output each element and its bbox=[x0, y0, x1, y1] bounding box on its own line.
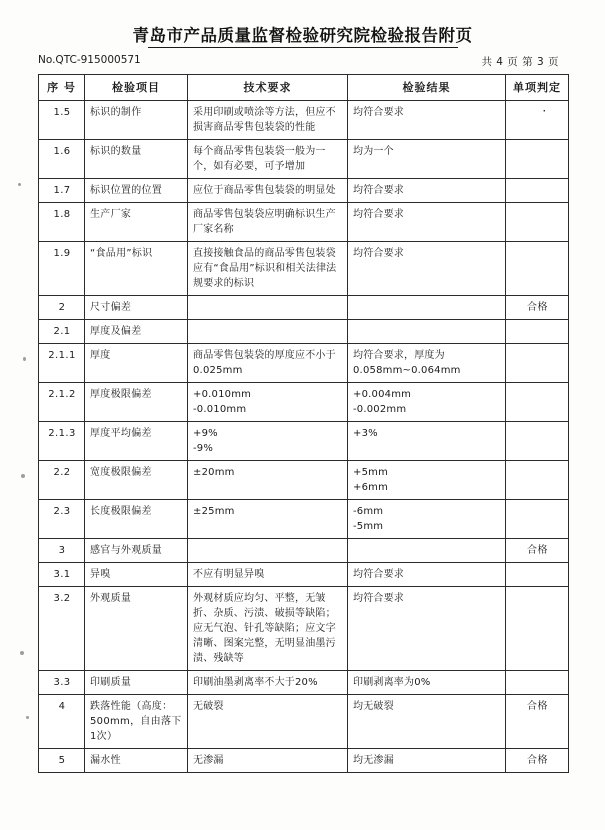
scan-speck bbox=[21, 474, 25, 478]
cell-inspection-item: 宽度极限偏差 bbox=[85, 461, 188, 500]
table-row bbox=[39, 296, 569, 320]
cell-inspection-result bbox=[348, 539, 506, 563]
table-row bbox=[39, 140, 569, 179]
cell-inspection-item: 跌落性能（高度：500mm，自由落下1次） bbox=[85, 695, 188, 749]
cell-inspection-result bbox=[348, 500, 506, 539]
table-row bbox=[39, 179, 569, 203]
cell-verdict: 合格 bbox=[506, 695, 569, 749]
requirement-line: ±25mm bbox=[193, 506, 235, 517]
cell-serial-number: 2.2 bbox=[39, 461, 85, 500]
cell-verdict: 合格 bbox=[506, 539, 569, 563]
cell-technical-requirement bbox=[188, 422, 348, 461]
cell-inspection-item: 异嗅 bbox=[85, 563, 188, 587]
requirement-line: -9% bbox=[193, 443, 214, 454]
verdict-dot-mark: · bbox=[542, 104, 547, 118]
cell-verdict bbox=[506, 320, 569, 344]
scan-speck bbox=[23, 357, 26, 361]
cell-technical-requirement: 不应有明显异嗅 bbox=[188, 563, 348, 587]
table-row bbox=[39, 101, 569, 140]
cell-technical-requirement bbox=[188, 500, 348, 539]
cell-inspection-result: 均无破裂 bbox=[348, 695, 506, 749]
column-header-requirement: 技术要求 bbox=[188, 75, 348, 101]
cell-inspection-result: 均符合要求 bbox=[348, 242, 506, 296]
cell-verdict bbox=[506, 140, 569, 179]
cell-technical-requirement: 每个商品零售包装袋一般为一个，如有必要，可予增加 bbox=[188, 140, 348, 179]
table-row bbox=[39, 320, 569, 344]
cell-technical-requirement: 无渗漏 bbox=[188, 749, 348, 773]
cell-verdict bbox=[506, 422, 569, 461]
cell-serial-number: 2.3 bbox=[39, 500, 85, 539]
cell-inspection-result: 均符合要求 bbox=[348, 563, 506, 587]
cell-verdict bbox=[506, 500, 569, 539]
requirement-line: +0.010mm bbox=[193, 389, 252, 400]
requirement-line: +9% bbox=[193, 428, 218, 439]
cell-verdict bbox=[506, 203, 569, 242]
table-row bbox=[39, 383, 569, 422]
cell-technical-requirement: 无破裂 bbox=[188, 695, 348, 749]
cell-inspection-result: 均符合要求 bbox=[348, 101, 506, 140]
result-line: +0.004mm bbox=[353, 389, 412, 400]
requirement-line: ±20mm bbox=[193, 467, 235, 478]
result-line: +5mm bbox=[353, 467, 389, 478]
cell-serial-number: 2.1.3 bbox=[39, 422, 85, 461]
cell-inspection-item: 标识的数量 bbox=[85, 140, 188, 179]
cell-verdict: 合格 bbox=[506, 296, 569, 320]
cell-verdict bbox=[506, 344, 569, 383]
cell-inspection-result: 均为一个 bbox=[348, 140, 506, 179]
title-underline bbox=[148, 47, 458, 48]
scan-speck bbox=[20, 651, 24, 655]
table-row bbox=[39, 461, 569, 500]
cell-verdict bbox=[506, 563, 569, 587]
cell-technical-requirement bbox=[188, 296, 348, 320]
page-title: 青岛市产品质量监督检验研究院检验报告附页 bbox=[132, 26, 473, 45]
table-row bbox=[39, 671, 569, 695]
cell-inspection-result: 均无渗漏 bbox=[348, 749, 506, 773]
cell-inspection-result bbox=[348, 422, 506, 461]
table-row bbox=[39, 539, 569, 563]
cell-serial-number: 3.1 bbox=[39, 563, 85, 587]
cell-inspection-result: 均符合要求 bbox=[348, 179, 506, 203]
cell-serial-number: 3.3 bbox=[39, 671, 85, 695]
cell-serial-number: 3.2 bbox=[39, 587, 85, 671]
cell-serial-number: 2.1 bbox=[39, 320, 85, 344]
cell-inspection-item: 长度极限偏差 bbox=[85, 500, 188, 539]
cell-inspection-item: 厚度平均偏差 bbox=[85, 422, 188, 461]
report-number: No.QTC-915000571 bbox=[38, 54, 141, 66]
column-header-verdict: 单项判定 bbox=[506, 75, 569, 101]
cell-inspection-result: 均符合要求 bbox=[348, 203, 506, 242]
cell-serial-number: 2.1.1 bbox=[39, 344, 85, 383]
result-line: -5mm bbox=[353, 521, 384, 532]
cell-serial-number: 1.5 bbox=[39, 101, 85, 140]
cell-technical-requirement: 直接接触食品的商品零售包装袋应有“食品用”标识和相关法律法规要求的标识 bbox=[188, 242, 348, 296]
table-row bbox=[39, 500, 569, 539]
cell-technical-requirement: 外观材质应均匀、平整，无皱折、杂质、污渍、破损等缺陷；应无气泡、针孔等缺陷；应文字清晰、图案完整，无明显油墨污渍、残缺等 bbox=[188, 587, 348, 671]
cell-technical-requirement: 采用印刷或喷涂等方法，但应不损害商品零售包装袋的性能 bbox=[188, 101, 348, 140]
cell-technical-requirement bbox=[188, 461, 348, 500]
cell-serial-number: 3 bbox=[39, 539, 85, 563]
cell-inspection-item: 漏水性 bbox=[85, 749, 188, 773]
cell-serial-number: 1.6 bbox=[39, 140, 85, 179]
cell-verdict bbox=[506, 671, 569, 695]
cell-inspection-item: 印刷质量 bbox=[85, 671, 188, 695]
column-header-item: 检验项目 bbox=[85, 75, 188, 101]
cell-inspection-result: 均符合要求，厚度为0.058mm~0.064mm bbox=[348, 344, 506, 383]
cell-inspection-result bbox=[348, 383, 506, 422]
scan-speck bbox=[18, 183, 21, 186]
cell-verdict bbox=[506, 242, 569, 296]
cell-inspection-result: 印刷剥离率为0% bbox=[348, 671, 506, 695]
cell-technical-requirement: 印刷油墨剥离率不大于20% bbox=[188, 671, 348, 695]
cell-technical-requirement bbox=[188, 320, 348, 344]
inspection-results-table bbox=[38, 74, 569, 773]
cell-inspection-result: 均符合要求 bbox=[348, 587, 506, 671]
cell-inspection-item: 感官与外观质量 bbox=[85, 539, 188, 563]
cell-inspection-result bbox=[348, 320, 506, 344]
cell-serial-number: 4 bbox=[39, 695, 85, 749]
column-header-no: 序 号 bbox=[39, 75, 85, 101]
cell-verdict bbox=[506, 383, 569, 422]
cell-verdict bbox=[506, 461, 569, 500]
cell-inspection-item: 外观质量 bbox=[85, 587, 188, 671]
cell-inspection-item: 标识位置的位置 bbox=[85, 179, 188, 203]
cell-inspection-result bbox=[348, 461, 506, 500]
cell-verdict: 合格 bbox=[506, 749, 569, 773]
cell-inspection-item: 尺寸偏差 bbox=[85, 296, 188, 320]
cell-serial-number: 1.8 bbox=[39, 203, 85, 242]
cell-serial-number: 5 bbox=[39, 749, 85, 773]
page-number: 共 4 页 第 3 页 bbox=[481, 56, 559, 68]
cell-inspection-item: 生产厂家 bbox=[85, 203, 188, 242]
table-row bbox=[39, 749, 569, 773]
cell-serial-number: 1.7 bbox=[39, 179, 85, 203]
cell-inspection-item: 厚度 bbox=[85, 344, 188, 383]
cell-inspection-result bbox=[348, 296, 506, 320]
report-subheader bbox=[38, 54, 567, 70]
table-header-row bbox=[39, 75, 569, 101]
cell-serial-number: 2.1.2 bbox=[39, 383, 85, 422]
cell-serial-number: 2 bbox=[39, 296, 85, 320]
result-line: +6mm bbox=[353, 482, 389, 493]
result-line: -6mm bbox=[353, 506, 384, 517]
table-row bbox=[39, 422, 569, 461]
requirement-line: -0.010mm bbox=[193, 404, 247, 415]
column-header-result: 检验结果 bbox=[348, 75, 506, 101]
table-row bbox=[39, 242, 569, 296]
cell-verdict bbox=[506, 179, 569, 203]
table-row bbox=[39, 587, 569, 671]
cell-inspection-item: 厚度极限偏差 bbox=[85, 383, 188, 422]
cell-serial-number: 1.9 bbox=[39, 242, 85, 296]
result-line: -0.002mm bbox=[353, 404, 407, 415]
cell-inspection-item: “食品用”标识 bbox=[85, 242, 188, 296]
table-row bbox=[39, 344, 569, 383]
result-line: +3% bbox=[353, 428, 378, 439]
cell-verdict bbox=[506, 587, 569, 671]
cell-technical-requirement bbox=[188, 539, 348, 563]
cell-technical-requirement bbox=[188, 383, 348, 422]
scan-speck bbox=[26, 716, 29, 719]
cell-inspection-item: 厚度及偏差 bbox=[85, 320, 188, 344]
cell-technical-requirement: 商品零售包装袋应明确标识生产厂家名称 bbox=[188, 203, 348, 242]
table-row bbox=[39, 563, 569, 587]
cell-technical-requirement: 商品零售包装袋的厚度应不小于0.025mm bbox=[188, 344, 348, 383]
cell-inspection-item: 标识的制作 bbox=[85, 101, 188, 140]
cell-technical-requirement: 应位于商品零售包装袋的明显处 bbox=[188, 179, 348, 203]
table-row bbox=[39, 203, 569, 242]
cell-verdict bbox=[506, 101, 569, 140]
table-row bbox=[39, 695, 569, 749]
